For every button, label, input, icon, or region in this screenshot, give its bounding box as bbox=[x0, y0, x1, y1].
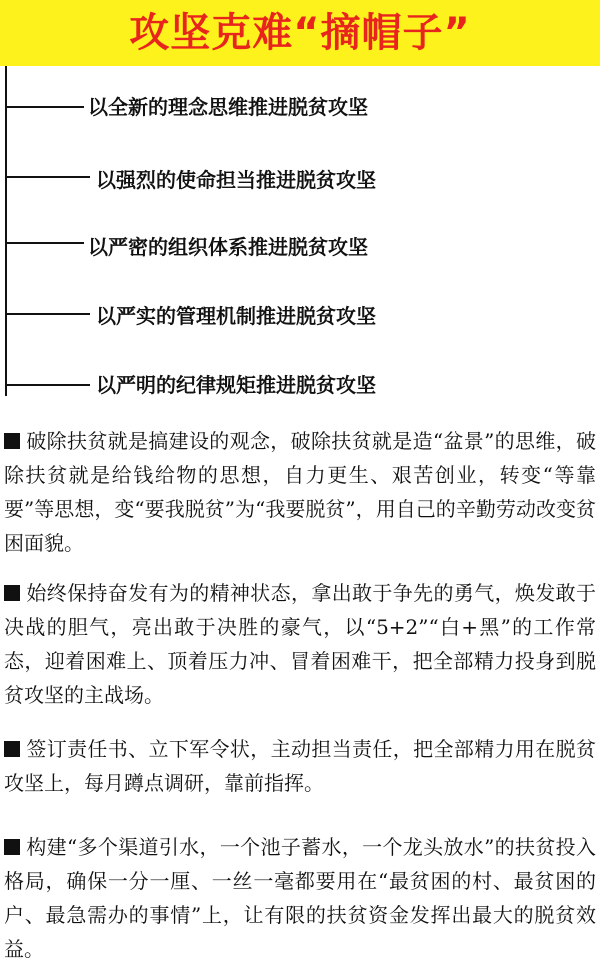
branch-line bbox=[6, 313, 90, 315]
paragraph-text: 破除扶贫就是搞建设的观念，破除扶贫就是造“盆景”的思维，破除扶贫就是给钱给物的思想，自力更生、艰苦创业，转变“等靠要”等思想，变“要我脱贫”为“我要脱贫”，用自己的辛勤劳动改变贫困面貌。 bbox=[4, 429, 596, 555]
page-title: 攻坚克难“摘帽子” bbox=[129, 10, 471, 56]
branch-label-1: 以全新的理念思维推进脱贫攻坚 bbox=[88, 95, 368, 119]
branch-line bbox=[6, 176, 90, 178]
paragraph-4 bbox=[4, 830, 596, 966]
paragraph-1 bbox=[4, 424, 596, 560]
branch-label-2: 以强烈的使命担当推进脱贫攻坚 bbox=[96, 168, 376, 192]
branch-diagram bbox=[0, 66, 600, 396]
paragraph-3 bbox=[4, 732, 596, 800]
branch-line bbox=[6, 242, 84, 244]
paragraph-text: 构建“多个渠道引水，一个池子蓄水，一个龙头放水”的扶贫投入格局，确保一分一厘、一丝一毫都要用在“最贫困的村、最贫困的户、最急需办的事情”上，让有限的扶贫资金发挥出最大的脱贫效益。 bbox=[4, 835, 596, 961]
paragraph-text: 始终保持奋发有为的精神状态，拿出敢于争先的勇气，焕发敢于决战的胆气，亮出敢于决胜的豪气，以“5+2”“白+黑”的工作常态，迎着困难上、顶着压力冲、冒着困难干，把全部精力投身到脱贫攻坚的主战场。 bbox=[4, 581, 596, 707]
paragraph-text: 签订责任书、立下军令状，主动担当责任，把全部精力用在脱贫攻坚上，每月蹲点调研，靠前指挥。 bbox=[4, 737, 596, 795]
branch-label-5: 以严明的纪律规矩推进脱贫攻坚 bbox=[96, 373, 376, 397]
title-banner bbox=[0, 0, 600, 66]
tree-trunk-line bbox=[5, 66, 7, 396]
square-bullet-icon bbox=[4, 839, 20, 855]
branch-label-3: 以严密的组织体系推进脱贫攻坚 bbox=[88, 235, 368, 259]
square-bullet-icon bbox=[4, 585, 20, 601]
branch-label-4: 以严实的管理机制推进脱贫攻坚 bbox=[96, 304, 376, 328]
square-bullet-icon bbox=[4, 433, 20, 449]
square-bullet-icon bbox=[4, 741, 20, 757]
paragraph-2 bbox=[4, 576, 596, 712]
branch-line bbox=[6, 384, 90, 386]
branch-line bbox=[6, 106, 84, 108]
